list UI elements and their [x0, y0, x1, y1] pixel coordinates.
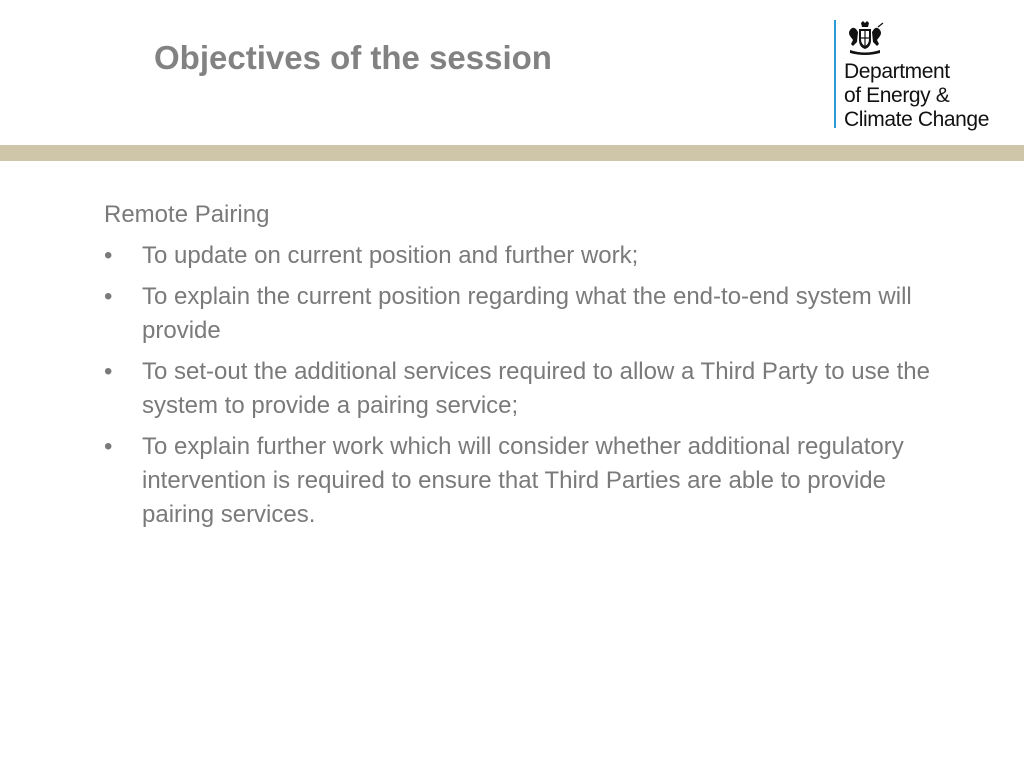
logo-line-2: of Energy & [844, 84, 950, 107]
list-item-text: To set-out the additional services required to allow a Third Party to use the system to provide a pairing service; [142, 358, 930, 419]
logo-line-3: Climate Change [844, 108, 989, 131]
department-logo [834, 20, 1014, 130]
list-item-text: To update on current position and further work; [142, 242, 639, 269]
bullet-icon: • [104, 358, 113, 385]
list-item-text: To explain the current position regarding what the end-to-end system will provide [142, 283, 912, 344]
list-item [104, 430, 934, 532]
bullet-icon: • [104, 242, 113, 269]
header-band [0, 145, 1024, 161]
objectives-list [104, 239, 934, 532]
bullet-icon: • [104, 433, 113, 460]
section-heading: Remote Pairing [104, 201, 270, 228]
list-item [104, 239, 934, 273]
logo-divider [834, 20, 836, 128]
bullet-icon: • [104, 283, 113, 310]
logo-wordmark [844, 60, 989, 132]
royal-coat-of-arms-icon [844, 20, 886, 56]
list-item-text: To explain further work which will consider whether additional regulatory intervention is required to ensure that Third Parties are able to provide pairing services. [142, 433, 904, 528]
list-item [104, 280, 934, 348]
slide-title: Objectives of the session [154, 39, 552, 76]
logo-line-1: Department [844, 60, 950, 83]
slide-body [104, 198, 934, 539]
list-item [104, 355, 934, 423]
